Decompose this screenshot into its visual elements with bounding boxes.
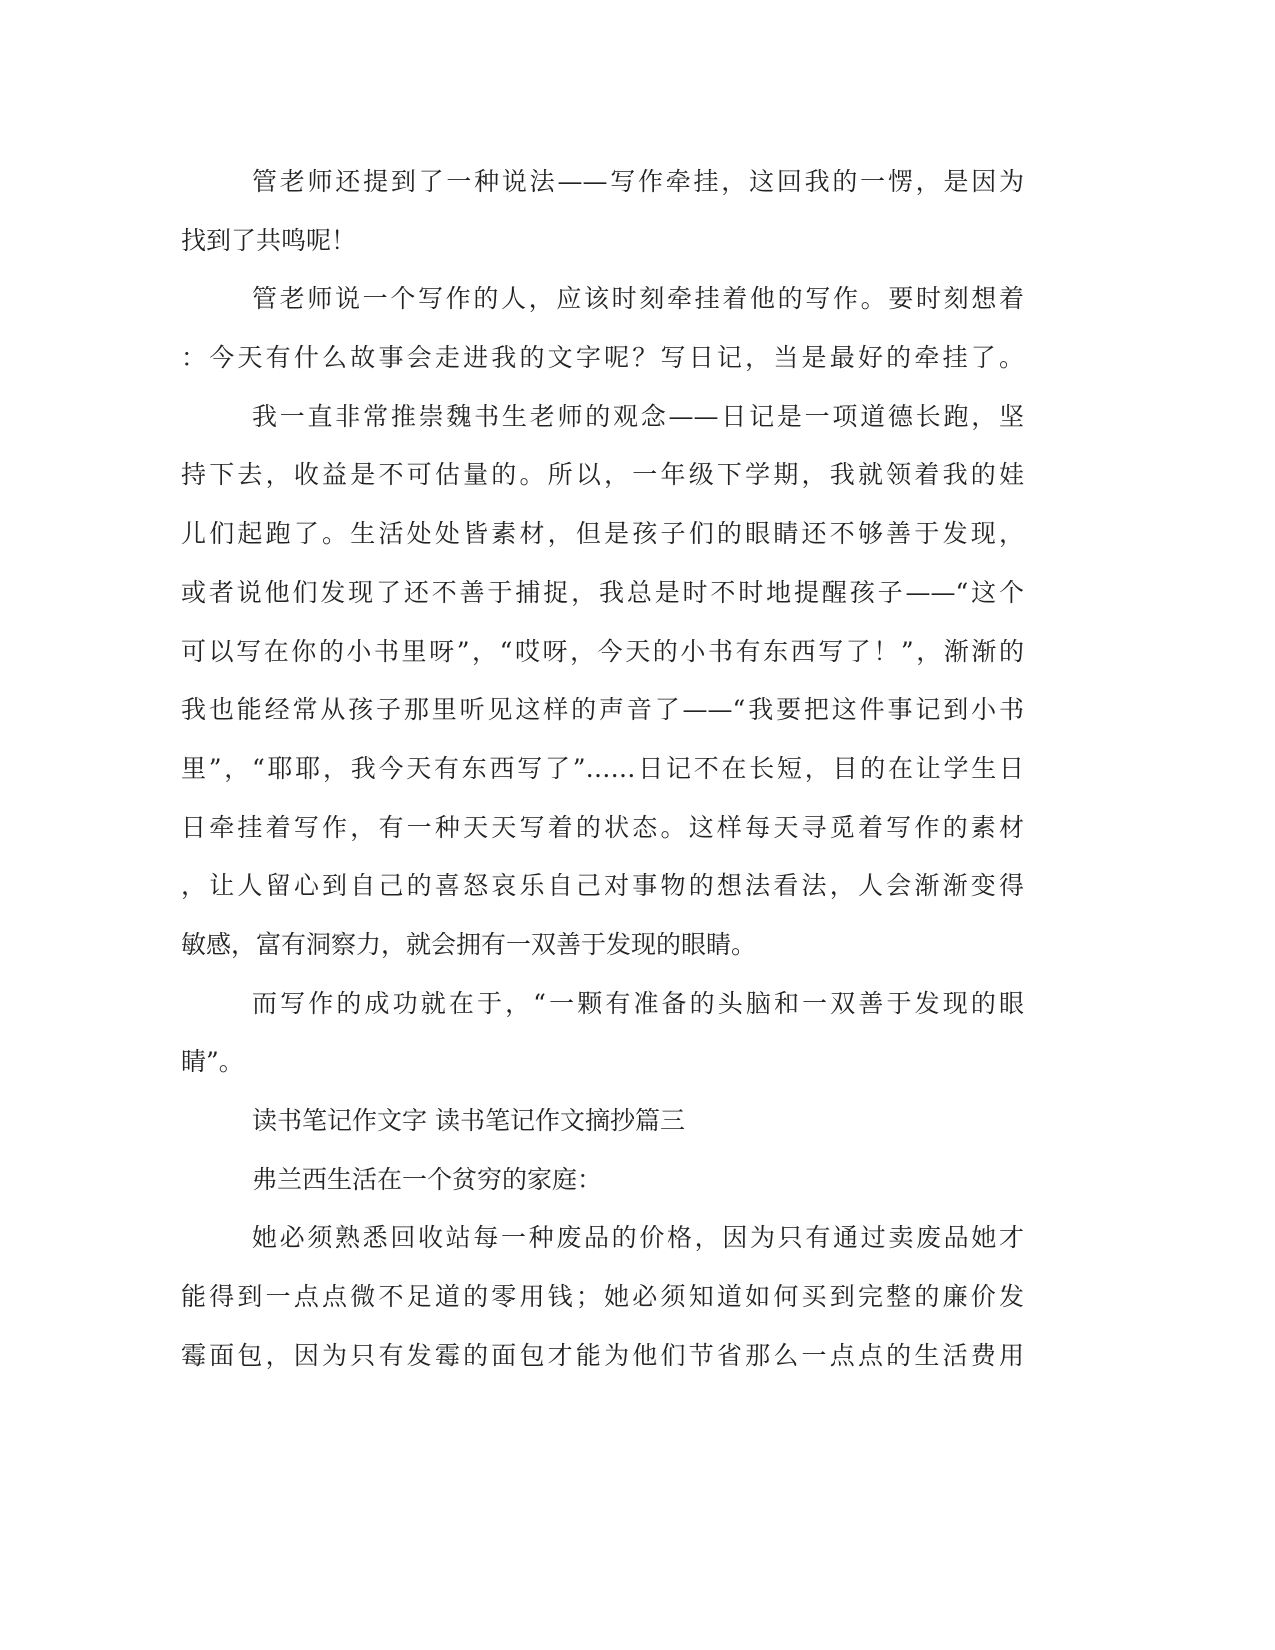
text-line: 管老师还提到了一种说法——写作牵挂，这回我的一愣，是因为 (252, 167, 1024, 196)
text-line: 能得到一点点微不足道的零用钱；她必须知道如何买到完整的廉价发 (181, 1282, 1024, 1312)
text-line: 持下去，收益是不可估量的。所以，一年级下学期，我就领着我的娃 (181, 460, 1024, 490)
text-line: 日牵挂着写作，有一种天天写着的状态。这样每天寻觅着写作的素材 (181, 812, 1024, 842)
text-line: 读书笔记作文字 读书笔记作文摘抄篇三 (252, 1106, 685, 1135)
text-line: 里”，“耶耶，我今天有东西写了”……日记不在长短，目的在让学生日 (181, 753, 1024, 783)
text-line: 敏感，富有洞察力，就会拥有一双善于发现的眼睛。 (181, 929, 757, 959)
text-line: ，让人留心到自己的喜怒哀乐自己对事物的想法看法，人会渐渐变得 (181, 871, 1024, 901)
text-line: 而写作的成功就在于，“一颗有准备的头脑和一双善于发现的眼 (252, 988, 1024, 1018)
document-page (181, 153, 1024, 1385)
text-line: 找到了共鸣呢！ (181, 225, 357, 255)
text-line: 我也能经常从孩子那里听见这样的声音了——“我要把这件事记到小书 (181, 695, 1024, 725)
text-line: ：今天有什么故事会走进我的文字呢？写日记，当是最好的牵挂了。 (181, 343, 1024, 373)
text-line: 我一直非常推崇魏书生老师的观念——日记是一项道德长跑，坚 (252, 401, 1024, 431)
text-line: 或者说他们发现了还不善于捕捉，我总是时不时地提醒孩子——“这个 (181, 577, 1024, 607)
text-line: 可以写在你的小书里呀”，“哎呀，今天的小书有东西写了！”，渐渐的 (181, 636, 1024, 666)
text-line: 她必须熟悉回收站每一种废品的价格，因为只有通过卖废品她才 (252, 1223, 1024, 1253)
text-line: 弗兰西生活在一个贫穷的家庭： (252, 1164, 603, 1194)
text-line: 儿们起跑了。生活处处皆素材，但是孩子们的眼睛还不够善于发现， (181, 519, 1024, 549)
text-line: 霉面包，因为只有发霉的面包才能为他们节省那么一点点的生活费用 (181, 1340, 1024, 1370)
text-line: 睛”。 (181, 1047, 244, 1077)
text-line: 管老师说一个写作的人，应该时刻牵挂着他的写作。要时刻想着 (252, 284, 1024, 314)
